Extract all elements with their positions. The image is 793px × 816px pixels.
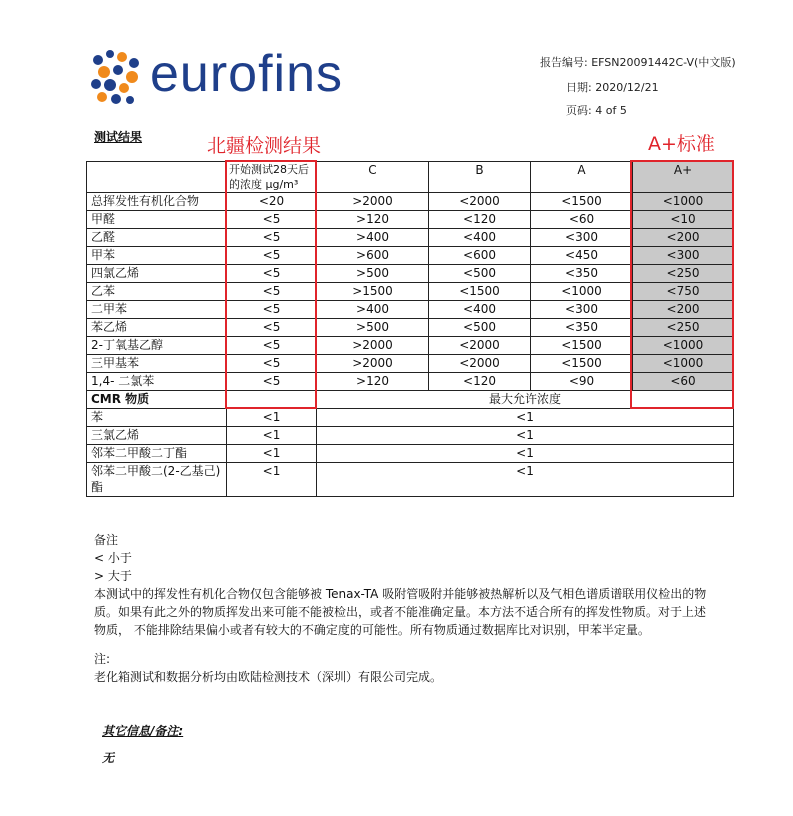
limit-c: >2000 [317,337,429,355]
limit-a: <60 [531,211,633,229]
result-value: <5 [227,247,317,265]
limit-b: <1500 [429,283,531,301]
notes-title: 备注 [94,533,119,547]
limit-b: <500 [429,265,531,283]
table-row [87,247,734,265]
substance-name: 三甲基苯 [87,355,227,373]
substance-name: 甲醛 [87,211,227,229]
limit-b: <120 [429,373,531,391]
report-page-label: 页码: [566,104,592,117]
header-result: 开始测试28天后的浓度 μg/m³ [227,162,317,193]
cmr-row [87,445,734,463]
table-row [87,319,734,337]
cmr-limit-value: <1 [317,445,734,463]
report-number-value: EFSN20091442C-V(中文版) [591,56,736,69]
substance-name: 四氯乙烯 [87,265,227,283]
limit-aplus: <10 [633,211,734,229]
result-value: <5 [227,283,317,301]
limit-a: <1500 [531,355,633,373]
limit-aplus: <60 [633,373,734,391]
limit-aplus: <250 [633,265,734,283]
table-row [87,193,734,211]
report-date-value: 2020/12/21 [595,81,659,94]
substance-name: 乙苯 [87,283,227,301]
table-header-row [87,162,734,193]
cmr-result-value: <1 [227,409,317,427]
limit-aplus: <250 [633,319,734,337]
limit-a: <350 [531,265,633,283]
report-page [566,102,627,118]
limit-c: >120 [317,373,429,391]
limit-a: <90 [531,373,633,391]
limit-aplus: <300 [633,247,734,265]
limit-b: <2000 [429,355,531,373]
note-title: 注: [94,652,111,666]
substance-name: 2-丁氧基乙醇 [87,337,227,355]
table-row [87,355,734,373]
limit-aplus: <1000 [633,337,734,355]
result-value: <20 [227,193,317,211]
limit-aplus: <200 [633,229,734,247]
limit-a: <1500 [531,337,633,355]
cmr-limit-value: <1 [317,427,734,445]
cmr-limit-value: <1 [317,463,734,497]
cmr-substance-name: 三氯乙烯 [87,427,227,445]
limit-c: >2000 [317,355,429,373]
limit-c: >600 [317,247,429,265]
other-info-value: 无 [102,751,115,765]
limit-b: <600 [429,247,531,265]
header-b: B [429,162,531,193]
substance-name: 甲苯 [87,247,227,265]
result-value: <5 [227,355,317,373]
limit-a: <1500 [531,193,633,211]
limit-aplus: <1000 [633,193,734,211]
cmr-substance-name: 邻苯二甲酸二(2-乙基己)酯 [87,463,227,497]
eurofins-dots-icon [88,48,146,106]
result-value: <5 [227,301,317,319]
limit-b: <2000 [429,337,531,355]
section-title: 测试结果 [94,130,143,144]
notes-block [94,531,706,639]
limit-a: <450 [531,247,633,265]
table-row [87,373,734,391]
report-date-label: 日期: [566,81,592,94]
result-value: <5 [227,265,317,283]
limit-b: <400 [429,229,531,247]
limit-b: <2000 [429,193,531,211]
eurofins-logo [88,45,363,108]
limit-a: <350 [531,319,633,337]
result-value: <5 [227,229,317,247]
limit-aplus: <200 [633,301,734,319]
table-row [87,283,734,301]
result-value: <5 [227,337,317,355]
limit-a: <1000 [531,283,633,301]
result-value: <5 [227,211,317,229]
results-table [86,161,734,497]
result-value: <5 [227,373,317,391]
limit-c: >120 [317,211,429,229]
report-page-value: 4 of 5 [595,104,627,117]
notes-lt: < 小于 [94,551,132,565]
header-a: A [531,162,633,193]
header-aplus: A+ [633,162,734,193]
table-row [87,265,734,283]
other-info-title: 其它信息/备注: [102,724,184,738]
limit-c: >2000 [317,193,429,211]
cmr-limit-header: 最大允许浓度 [317,391,734,409]
substance-name: 1,4- 二氯苯 [87,373,227,391]
limit-b: <400 [429,301,531,319]
limit-a: <300 [531,301,633,319]
limit-aplus: <1000 [633,355,734,373]
cmr-limit-value: <1 [317,409,734,427]
notes-paragraph-line: 质。如果有此之外的物质挥发出来可能不能被检出，或者不能准确定量。本方法不适合所有的挥发性物质。对于上述 [94,605,707,619]
limit-c: >500 [317,319,429,337]
substance-name: 二甲苯 [87,301,227,319]
cmr-row [87,409,734,427]
table-row [87,211,734,229]
table-row [87,229,734,247]
header-substance [87,162,227,193]
substance-name: 苯乙烯 [87,319,227,337]
cmr-result-value: <1 [227,445,317,463]
limit-c: >1500 [317,283,429,301]
note-block [94,650,442,686]
limit-aplus: <750 [633,283,734,301]
notes-paragraph-line: 物质， 不能排除结果偏小或者有较大的不确定度的可能性。所有物质通过数据库比对识别，甲苯半定量。 [94,623,650,637]
notes-gt: > 大于 [94,569,132,583]
limit-b: <500 [429,319,531,337]
header-c: C [317,162,429,193]
table-row [87,301,734,319]
substance-name: 乙醛 [87,229,227,247]
cmr-result-value: <1 [227,463,317,497]
notes-paragraph-line: 本测试中的挥发性有机化合物仅包含能够被 Tenax-TA 吸附管吸附并能够被热解析以及气相色谱质谱联用仪检出的物 [94,587,707,601]
limit-a: <300 [531,229,633,247]
report-date [566,79,659,95]
report-number-label: 报告编号: [540,56,588,69]
cmr-header-row [87,391,734,409]
limit-c: >400 [317,229,429,247]
brand-name: eurofins [150,45,343,103]
cmr-row [87,427,734,445]
cmr-substance-name: 苯 [87,409,227,427]
cmr-substance-name: 邻苯二甲酸二丁酯 [87,445,227,463]
table-row [87,337,734,355]
report-number [540,54,736,70]
note-text: 老化箱测试和数据分析均由欧陆检测技术（深圳）有限公司完成。 [94,670,443,684]
limit-b: <120 [429,211,531,229]
cmr-row [87,463,734,497]
limit-c: >400 [317,301,429,319]
result-value: <5 [227,319,317,337]
annotation-standard: A+标准 [648,133,715,155]
cmr-header-empty [227,391,317,409]
cmr-header: CMR 物质 [87,391,227,409]
annotation-result: 北疆检测结果 [207,135,322,157]
limit-c: >500 [317,265,429,283]
substance-name: 总挥发性有机化合物 [87,193,227,211]
cmr-result-value: <1 [227,427,317,445]
